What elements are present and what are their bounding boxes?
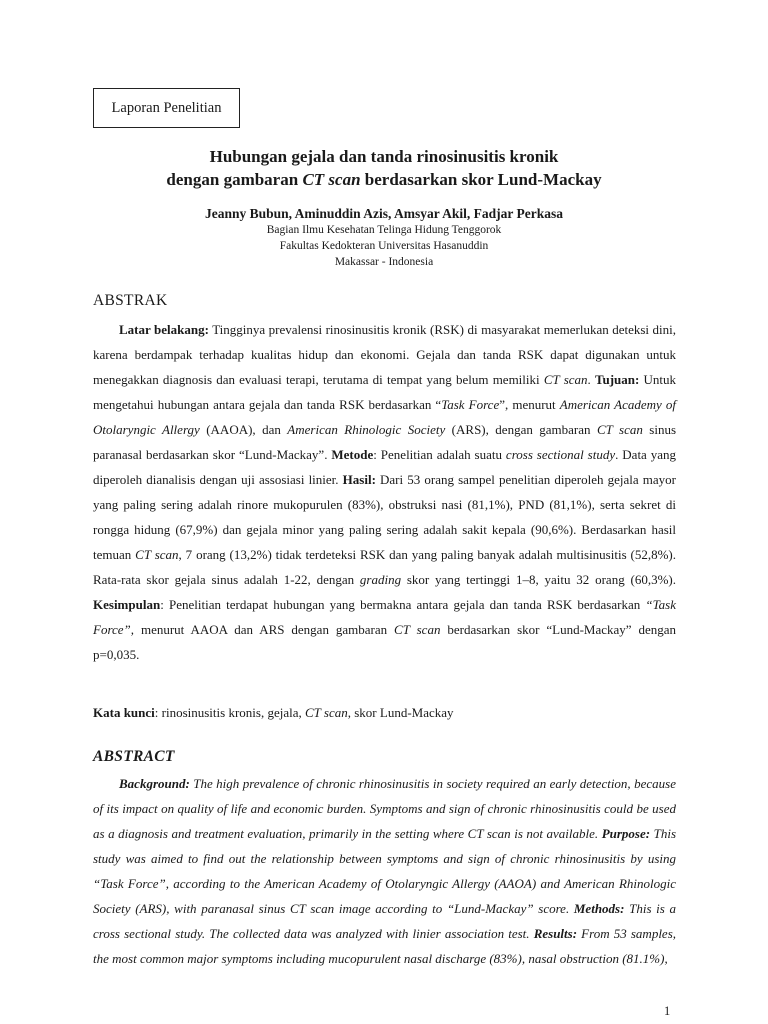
abstrak-heading: ABSTRAK [93,292,168,309]
kesimpulan-text-3: berdasarkan skor “Lund-Mackay” dengan p=0,035. [93,622,677,662]
keywords-label: Kata kunci [93,705,155,720]
skor-text: sinus paranasal berdasarkan skor “Lund-Mackay”. [93,422,677,462]
affiliation-location: Makassar - Indonesia [334,256,434,268]
results-label: Results: [533,926,578,941]
ct-scan-term: CT scan [304,705,348,720]
report-type-text: Laporan Penelitian [111,99,222,116]
abstract-paragraph [93,771,676,971]
ars-abbr: (ARS), dengan gambaran [445,422,597,437]
hasil-text-3: skor yang tertinggi 1–8, yaitu 32 orang (60,3%). [401,572,676,587]
cross-sectional-term: cross sectional study [505,447,616,462]
title-line-2-pre: dengan gambaran [166,170,303,189]
hasil-text-2: , 7 orang (13,2%) tidak terdeteksi RSK dan yang paling banyak adalah multisinusitis (52,8%). Rata-rata skor gejala sinus adalah 1-22, dengan [93,547,677,587]
methods-label: Methods: [573,901,625,916]
results-text: From 53 samples, the most common major symptoms including mucopurulent nasal discharge (83%), nasal obstruction (81.1%), [93,926,677,966]
background-label: Background: [119,776,190,791]
purpose-label: Purpose: [601,826,651,841]
menurut-text: ”, menurut [499,397,560,412]
tujuan-label: Tujuan: [594,372,640,387]
ct-scan-term: CT scan [596,422,643,437]
tujuan-text: Untuk mengetahui hubungan antara gejala dan tanda RSK berdasarkan “ [93,372,677,412]
latar-belakang-label: Latar belakang: [119,322,209,337]
abstrak-paragraph [93,317,676,667]
abstract-heading: ABSTRACT [93,748,175,765]
title-line-2-post: berdasarkan skor Lund-Mackay [360,170,602,189]
abstrak-body [93,317,676,667]
abstract-body [93,771,676,971]
title-line-1: Hubungan gejala dan tanda rinosinusitis kronik [209,147,559,166]
report-type-label [93,88,240,128]
aaoa-term: American Academy of Otolaryngic Allergy [93,397,676,437]
affiliation-faculty: Fakultas Kedokteran Universitas Hasanuddin [279,240,489,252]
keywords-text-end: , skor Lund-Mackay [347,705,454,720]
methods-text: This is a cross sectional study. The collected data was analyzed with linier association test. [93,901,677,941]
keywords [93,705,676,721]
title-ct-scan: CT scan [302,170,361,189]
kesimpulan-label: Kesimpulan [93,597,161,612]
task-force-term: “Task Force”, [93,597,676,637]
kesimpulan-text-2: menurut AAOA dan ARS dengan gambaran [134,622,395,637]
period: . [587,372,595,387]
hasil-label: Hasil: [342,472,376,487]
metode-text: : Penelitian adalah suatu [373,447,506,462]
metode-label: Metode [331,447,374,462]
data-text: . Data yang diperoleh dianalisis dengan uji assosiasi linier. [93,447,677,487]
ct-scan-term: CT scan [543,372,588,387]
keywords-text: : rinosinusitis kronis, gejala, [154,705,305,720]
ct-scan-term: CT scan [394,622,441,637]
task-force-term: Task Force [441,397,500,412]
page-number: 1 [664,1004,671,1018]
ct-scan-term: CT scan [135,547,179,562]
aaoa-abbr: (AAOA), dan [199,422,288,437]
grading-term: grading [359,572,402,587]
affiliation-department: Bagian Ilmu Kesehatan Telinga Hidung Tenggorok [266,224,502,236]
purpose-text: This study was aimed to find out the relationship between symptoms and sign of chronic rhinosinusitis by using “Task Force”, according to the American Academy of Otolaryngic Allergy (AAOA) and American Rhinologic Society (ARS), with paranasal sinus CT scan image according to “Lund-Mackay” score. [93,826,677,916]
paper-title [0,145,768,191]
title-line-2 [0,168,768,191]
background-text: The high prevalence of chronic rhinosinusitis in society required an early detection, because of its impact on quality of life and economic burden. Symptoms and sign of chronic rhinosinusitis could be used as a diagnosis and treatment evaluation, primarily in the setting where CT scan is not available. [93,776,676,841]
latar-belakang-text: Tingginya prevalensi rinosinusitis kronik (RSK) di masyarakat memerlukan deteksi dini, karena berdampak terhadap kualitas hidup dan ekonomi. Gejala dan tanda RSK dapat digunakan untuk menegakkan diagnosis dan evaluasi terapi, terutama di tempat yang belum memiliki [93,322,677,387]
hasil-text: Dari 53 orang sampel penelitian diperoleh gejala mayor yang paling sering adalah rinore mukopurulen (83%), obstruksi nasi (81,1%), PND (81,1%), serta sekret di rongga hidung (67,9%) dan gejala minor yang paling sering adalah sakit kepala (90,6%). Berdasarkan hasil temuan [93,472,676,562]
ars-term: American Rhinologic Society [287,422,446,437]
authors: Jeanny Bubun, Aminuddin Azis, Amsyar Akil, Fadjar Perkasa [204,206,564,221]
kesimpulan-text: : Penelitian terdapat hubungan yang bermakna antara gejala dan tanda RSK berdasarkan [160,597,646,612]
